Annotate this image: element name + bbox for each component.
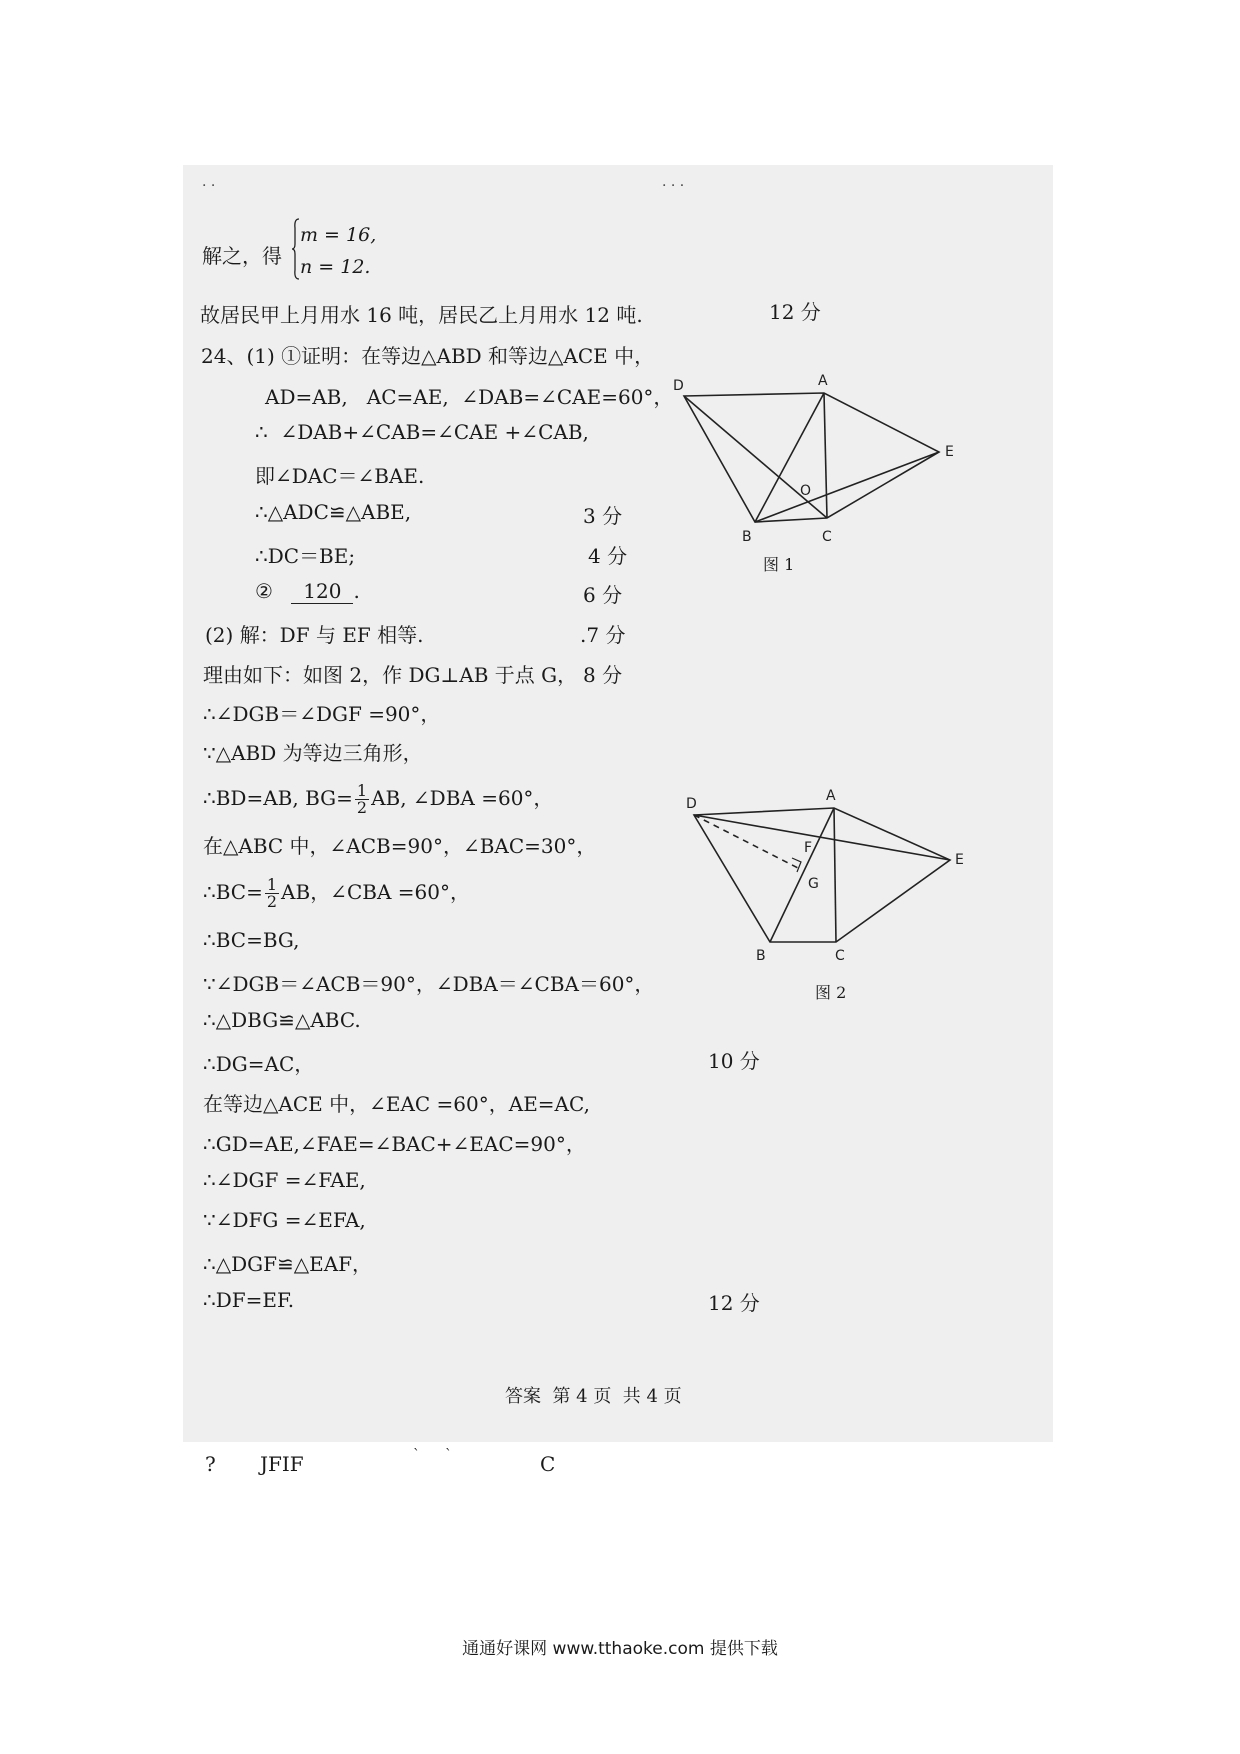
part2-line: ∴∠DGB＝∠DGF =90°， bbox=[203, 702, 441, 726]
part2-line: 在△ABC 中，∠ACB=90°，∠BAC=30°， bbox=[203, 834, 597, 858]
stray-tick: ` bbox=[445, 1447, 452, 1463]
line-part: ∴BD=AB, BG= bbox=[203, 786, 353, 810]
fig2-label-f: F bbox=[804, 840, 813, 856]
line-part: ∴BC= bbox=[203, 880, 263, 904]
fig2-label-a: A bbox=[826, 788, 836, 804]
proof-line: 即∠DAC＝∠BAE. bbox=[255, 464, 425, 488]
fig1-label-o: O bbox=[800, 483, 812, 499]
figure-2-caption: 图 2 bbox=[815, 983, 847, 1002]
part2-line: ∴△DBG≌△ABC. bbox=[203, 1008, 361, 1032]
fig1-segment-dc bbox=[684, 396, 827, 518]
score-4: 4 分 bbox=[588, 544, 628, 568]
q24-intro: 24、(1) ①证明：在等边△ABD 和等边△ACE 中， bbox=[201, 344, 655, 368]
part2-line: 理由如下：如图 2，作 DG⊥AB 于点 G， bbox=[203, 663, 578, 687]
stray-question-mark: ? bbox=[205, 1452, 216, 1476]
fig1-outline bbox=[684, 393, 939, 522]
page-footer: 答案 第 4 页 共 4 页 bbox=[505, 1386, 682, 1407]
proof-line: ∴ ∠DAB+∠CAB=∠CAE +∠CAB, bbox=[255, 420, 589, 444]
fig2-segment-ac bbox=[834, 808, 836, 942]
scan-speck: · · · bbox=[662, 178, 685, 194]
part2-line: ∵∠DGB＝∠ACB＝90°，∠DBA＝∠CBA＝60°， bbox=[203, 972, 655, 996]
fraction-denominator: 2 bbox=[266, 892, 278, 911]
line-part: AB，∠CBA =60°， bbox=[281, 880, 470, 904]
fig2-label-g: G bbox=[808, 876, 819, 892]
fig1-label-c: C bbox=[822, 529, 832, 545]
fig2-label-d: D bbox=[686, 796, 697, 812]
fig1-label-b: B bbox=[742, 529, 752, 545]
fig2-label-e: E bbox=[955, 852, 964, 868]
fraction-numerator: 1 bbox=[266, 875, 278, 894]
line-part: AB, ∠DBA =60°， bbox=[371, 786, 554, 810]
fig1-label-e: E bbox=[945, 444, 954, 460]
fraction-denominator: 2 bbox=[356, 798, 368, 817]
fig1-segment-be bbox=[755, 452, 939, 522]
answer-blank: 120 bbox=[291, 579, 353, 604]
part2-line: ∴GD=AE,∠FAE=∠BAC+∠EAC=90°， bbox=[203, 1132, 586, 1156]
part2-line: ∴BC=BG, bbox=[203, 928, 300, 952]
part2-line: ∴△DGF≌△EAF， bbox=[203, 1252, 373, 1276]
fig2-outline bbox=[694, 808, 950, 942]
fig2-segment-ab bbox=[770, 808, 834, 942]
figure-1-caption: 图 1 bbox=[763, 555, 795, 574]
answer-period: . bbox=[353, 579, 360, 603]
stray-jfif: JFIF bbox=[260, 1452, 304, 1476]
proof-line: AD=AB, AC=AE, ∠DAB=∠CAE=60°， bbox=[265, 385, 674, 409]
figure-2 bbox=[680, 780, 970, 970]
fraction-numerator: 1 bbox=[356, 781, 368, 800]
part2-line: 在等边△ACE 中，∠EAC =60°，AE=AC, bbox=[203, 1092, 590, 1116]
score-10: 10 分 bbox=[708, 1049, 760, 1073]
score-7: .7 分 bbox=[580, 623, 626, 647]
conclusion-line: 故居民甲上月用水 16 吨，居民乙上月用水 12 吨. bbox=[200, 303, 643, 327]
part2-line bbox=[203, 876, 470, 910]
part2-line bbox=[203, 782, 553, 816]
part2-line: ∴DG=AC， bbox=[203, 1052, 315, 1076]
stray-tick: ` bbox=[413, 1447, 420, 1463]
proof-line bbox=[255, 579, 360, 604]
part2-line: ∴DF=EF. bbox=[203, 1288, 295, 1312]
fraction-half bbox=[355, 783, 369, 816]
score-3: 3 分 bbox=[583, 504, 623, 528]
score-6: 6 分 bbox=[583, 583, 623, 607]
part2-line: ∵∠DFG =∠EFA, bbox=[203, 1208, 366, 1232]
scan-speck: · · bbox=[202, 178, 216, 194]
fig1-label-a: A bbox=[818, 373, 828, 389]
score-12-final: 12 分 bbox=[708, 1291, 760, 1315]
equation-m: m = 16, bbox=[300, 224, 377, 246]
fraction-half bbox=[265, 877, 279, 910]
part2-line: (2) 解：DF 与 EF 相等. bbox=[205, 623, 424, 647]
equation-n: n = 12. bbox=[300, 256, 371, 278]
stray-c: C bbox=[540, 1452, 556, 1476]
part2-line: ∵△ABD 为等边三角形， bbox=[203, 741, 423, 765]
figure-1 bbox=[670, 365, 970, 545]
score-12: 12 分 bbox=[769, 300, 821, 324]
solve-prefix: 解之，得 bbox=[202, 244, 282, 268]
fig2-label-b: B bbox=[756, 948, 766, 964]
fig2-segment-de bbox=[694, 815, 950, 860]
proof-line: ∴△ADC≌△ABE, bbox=[255, 500, 412, 524]
item-marker: ② bbox=[255, 579, 273, 603]
bottom-credit: 通通好课网 www.tthaoke.com 提供下载 bbox=[462, 1639, 778, 1659]
fig1-segment-ac bbox=[824, 393, 827, 518]
system-brace bbox=[292, 218, 300, 280]
part2-line: ∴∠DGF =∠FAE, bbox=[203, 1168, 366, 1192]
fig1-segment-ab bbox=[755, 393, 824, 522]
fig1-label-d: D bbox=[673, 378, 684, 394]
fig2-label-c: C bbox=[835, 948, 845, 964]
score-8: 8 分 bbox=[583, 663, 623, 687]
proof-line: ∴DC＝BE; bbox=[255, 544, 356, 568]
